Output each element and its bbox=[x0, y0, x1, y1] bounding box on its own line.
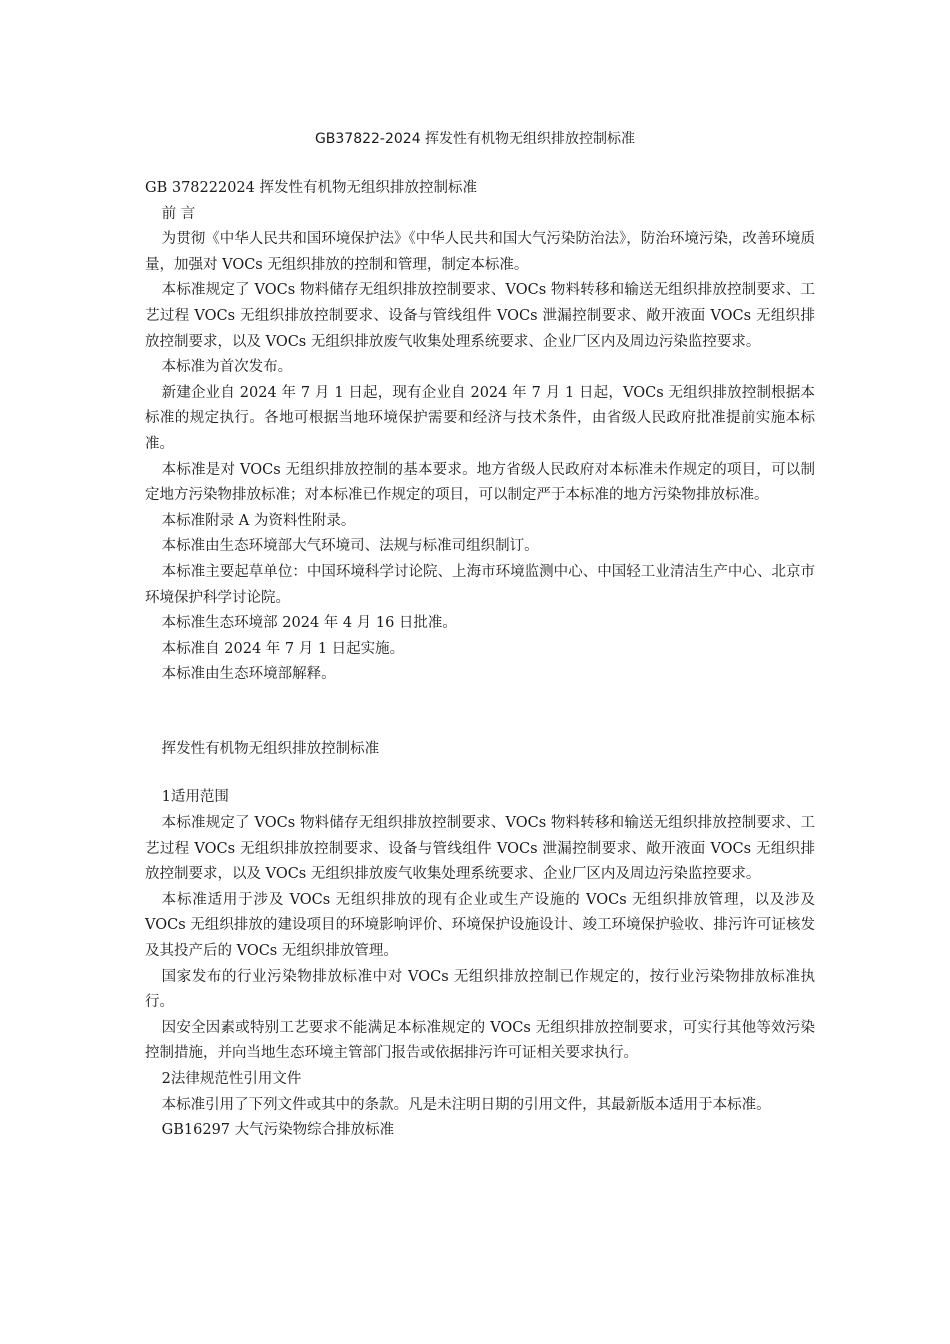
paragraph: 新建企业自 2024 年 7 月 1 日起，现有企业自 2024 年 7 月 1 日起，VOCs 无组织排放控制根据本标准的规定执行。各地可根据当地环境保护需要和经济与技术条件，由省级人民政府批准提前实施本标准。 bbox=[145, 384, 815, 452]
paragraph: 国家发布的行业污染物排放标准中对 VOCs 无组织排放控制已作规定的，按行业污染物排放标准执行。 bbox=[145, 968, 815, 1011]
foreword-heading: 前 言 bbox=[161, 205, 196, 222]
paragraph: GB16297 大气污染物综合排放标准 bbox=[161, 1122, 395, 1139]
paragraph: 本标准由生态环境部大气环境司、法规与标准司组织制订。 bbox=[161, 538, 539, 555]
paragraph: 因安全因素或特别工艺要求不能满足本标准规定的 VOCs 无组织排放控制要求，可实行其他等效污染控制措施，并向当地生态环境主管部门报告或依据排污许可证相关要求执行。 bbox=[145, 1019, 815, 1062]
spacer bbox=[145, 762, 815, 785]
document-body bbox=[145, 176, 815, 1144]
paragraph: 本标准附录 A 为资料性附录。 bbox=[161, 512, 356, 529]
paragraph: 本标准规定了 VOCs 物料储存无组织排放控制要求、VOCs 物料转移和输送无组织排放控制要求、工艺过程 VOCs 无组织排放控制要求、设备与管线组件 VOCs 泄漏控制要求、敞开液面 VOCs 无组织排放控制要求，以及 VOCs 无组织排放废气收集处理系统要求、企业厂区内及周边污染监控要求。 bbox=[145, 815, 815, 883]
standard-title: 挥发性有机物无组织排放控制标准 bbox=[161, 740, 380, 757]
paragraph: 本标准适用于涉及 VOCs 无组织排放的现有企业或生产设施的 VOCs 无组织排放管理，以及涉及VOCs 无组织排放的建设项目的环境影响评价、环境保护设施设计、竣工环境保护验收、排污许可证核发及其投产后的 VOCs 无组织排放管理。 bbox=[145, 891, 815, 960]
paragraph: 本标准自 2024 年 7 月 1 日起实施。 bbox=[161, 640, 405, 657]
header-line: GB 378222024 挥发性有机物无组织排放控制标准 bbox=[145, 180, 477, 196]
paragraph: 为贯彻《中华人民共和国环境保护法》《中华人民共和国大气污染防治法》，防治环境污染，改善环境质量，加强对 VOCs 无组织排放的控制和管理，制定本标准。 bbox=[145, 231, 815, 273]
paragraph: 本标准引用了下列文件或其中的条款。凡是未注明日期的引用文件，其最新版本适用于本标准。 bbox=[161, 1096, 771, 1113]
paragraph: 本标准是对 VOCs 无组织排放控制的基本要求。地方省级人民政府对本标准未作规定的项目，可以制定地方污染物排放标准；对本标准已作规定的项目，可以制定严于本标准的地方污染物排放标准。 bbox=[145, 461, 815, 504]
paragraph: 本标准生态环境部 2024 年 4 月 16 日批准。 bbox=[161, 615, 457, 632]
paragraph: 本标准为首次发布。 bbox=[161, 359, 293, 376]
paragraph: 本标准由生态环境部解释。 bbox=[161, 666, 336, 683]
paragraph: 本标准规定了 VOCs 物料储存无组织排放控制要求、VOCs 物料转移和输送无组织排放控制要求、工艺过程 VOCs 无组织排放控制要求、设备与管线组件 VOCs 泄漏控制要求、敞开液面 VOCs 无组织排放控制要求，以及 VOCs 无组织排放废气收集处理系统要求、企业厂区内及周边污染监控要求。 bbox=[145, 282, 815, 350]
section-heading: 2法律规范性引用文件 bbox=[161, 1071, 302, 1087]
paragraph: 本标准主要起草单位：中国环境科学讨论院、上海市环境监测中心、中国轻工业清洁生产中心、北京市环境保护科学讨论院。 bbox=[145, 563, 815, 606]
page-title: GB37822-2024 挥发性有机物无组织排放控制标准 bbox=[314, 131, 636, 147]
section-heading: 1适用范围 bbox=[161, 789, 229, 806]
spacer bbox=[145, 688, 815, 737]
